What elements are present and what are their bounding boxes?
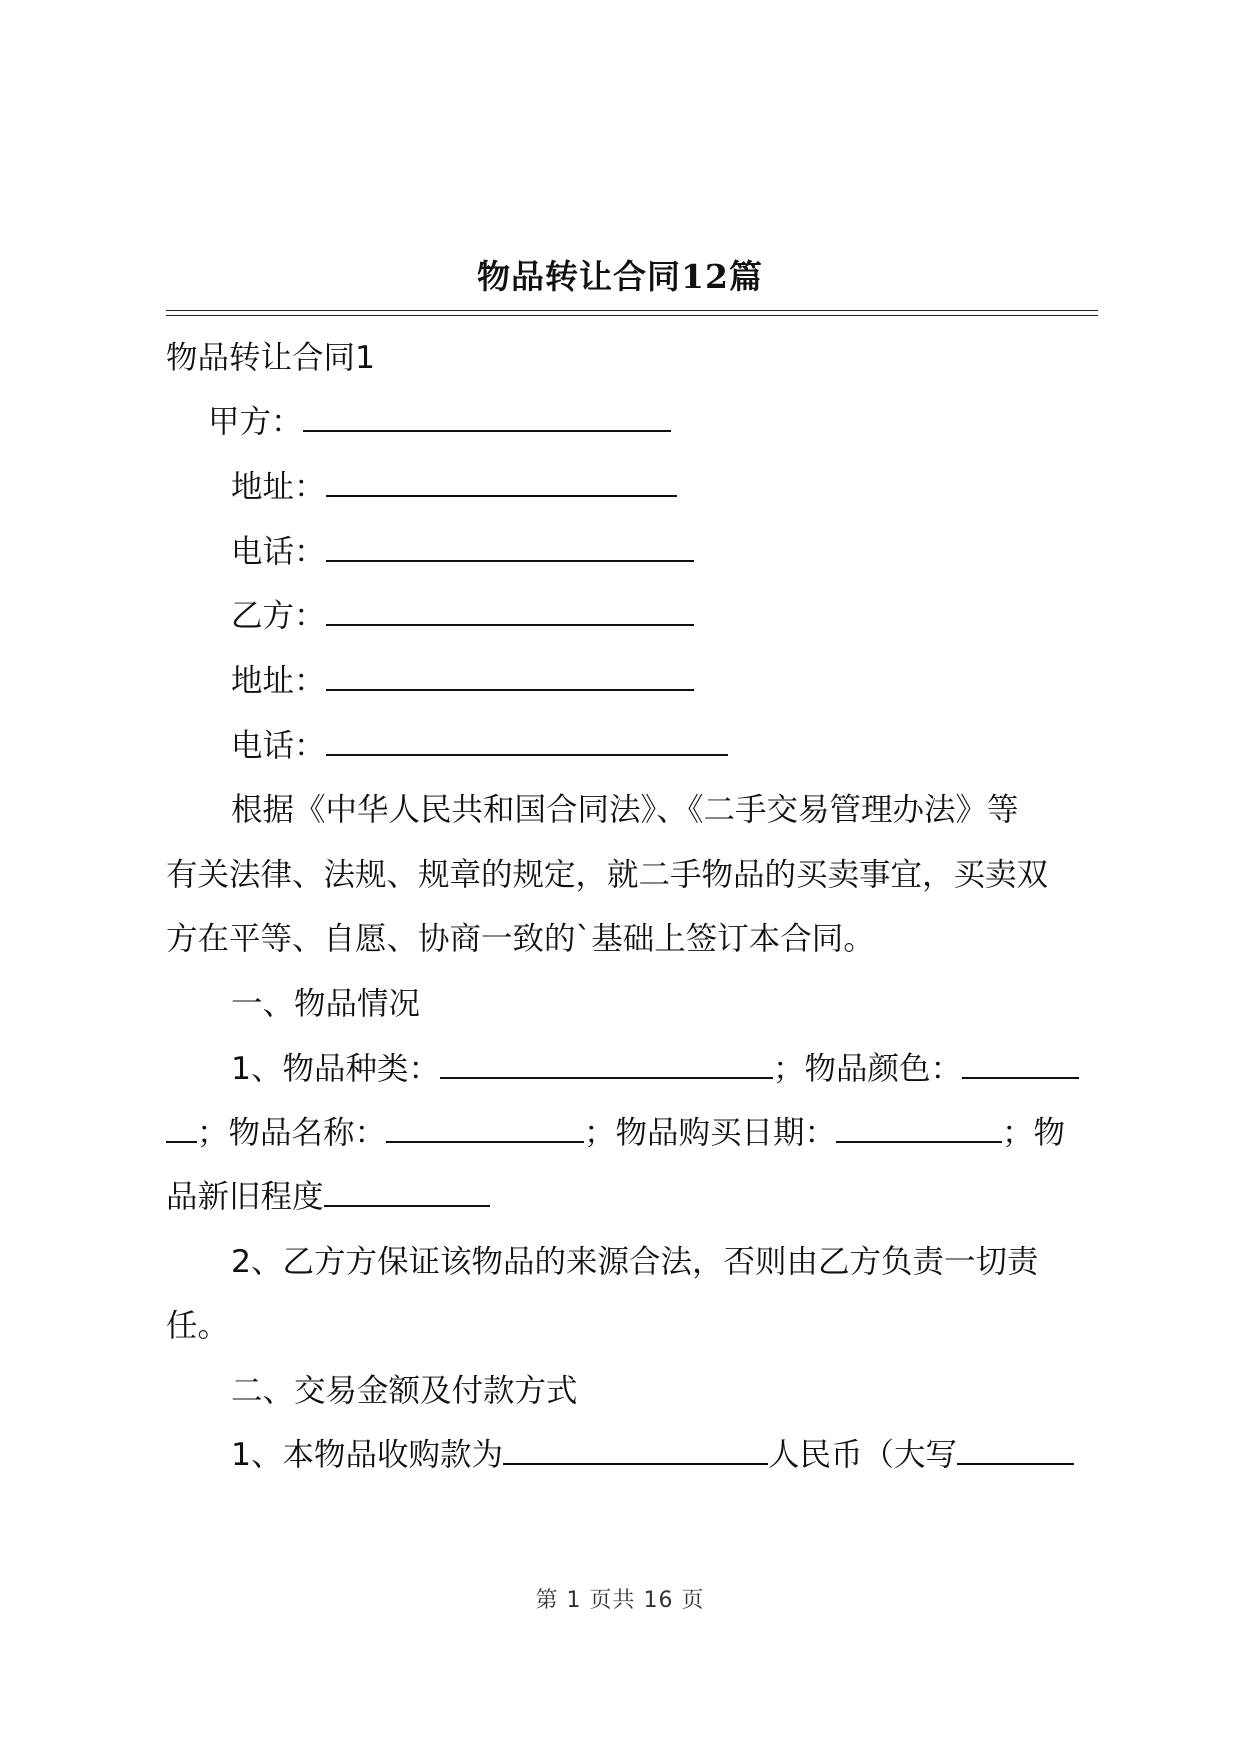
preamble-line-2: 有关法律、法规、规章的规定，就二手物品的买卖事宜，买卖双 xyxy=(166,857,1049,893)
party-b-address-label: 地址： xyxy=(231,663,326,699)
party-a-phone-label: 电话： xyxy=(231,534,326,570)
item-name-blank xyxy=(386,1111,584,1143)
payment-capital-blank xyxy=(957,1433,1074,1465)
item-sep: ；物 xyxy=(1002,1115,1066,1151)
payment-amount-blank xyxy=(503,1433,768,1465)
preamble-line-1: 根据《中华人民共和国合同法》、《二手交易管理办法》等 xyxy=(231,792,1019,828)
item-type-label: 1、物品种类： xyxy=(231,1051,441,1087)
item-color-label: ；物品颜色： xyxy=(773,1051,963,1087)
party-b-phone-blank xyxy=(326,724,728,756)
party-a-phone-row xyxy=(231,530,694,574)
party-a-row xyxy=(208,400,671,444)
section-2-heading: 二、交易金额及付款方式 xyxy=(231,1373,578,1409)
item-condition-label: 品新旧程度 xyxy=(166,1179,324,1215)
section-1-item-1-row-1 xyxy=(231,1047,1079,1091)
section-1-heading: 一、物品情况 xyxy=(231,986,421,1022)
item-condition-blank xyxy=(324,1175,490,1207)
page-number-footer: 第 1 页共 16 页 xyxy=(535,1588,705,1613)
party-a-phone-blank xyxy=(326,530,694,562)
section-1-item-2-line-1: 2、乙方方保证该物品的来源合法，否则由乙方负责一切责 xyxy=(231,1244,1039,1280)
document-title: 物品转让合同12篇 xyxy=(477,257,763,296)
preamble-line-3: 方在平等、自愿、协商一致的`基础上签订本合同。 xyxy=(166,921,875,957)
title-double-rule xyxy=(166,310,1098,316)
section-1-item-1-row-2 xyxy=(166,1111,1065,1155)
party-b-blank xyxy=(326,594,694,626)
item-date-label: ；物品购买日期： xyxy=(584,1115,837,1151)
party-a-address-blank xyxy=(326,465,677,497)
payment-currency-label: 人民币（大写 xyxy=(768,1437,958,1473)
item-name-label: ；物品名称： xyxy=(197,1115,387,1151)
party-b-phone-label: 电话： xyxy=(231,728,326,764)
section-1-item-1-row-3 xyxy=(166,1175,490,1219)
party-a-label: 甲方： xyxy=(208,404,303,440)
item-color-blank xyxy=(962,1047,1079,1079)
party-b-phone-row xyxy=(231,724,728,768)
section-heading: 物品转让合同1 xyxy=(166,340,376,376)
payment-amount-label: 1、本物品收购款为 xyxy=(231,1437,504,1473)
party-a-address-row xyxy=(231,465,677,509)
section-1-item-2-line-2: 任。 xyxy=(166,1308,230,1344)
party-a-address-label: 地址： xyxy=(231,469,326,505)
item-color-blank-cont xyxy=(166,1111,197,1143)
party-b-label: 乙方： xyxy=(231,598,326,634)
item-date-blank xyxy=(836,1111,1002,1143)
party-b-address-row xyxy=(231,659,694,703)
item-type-blank xyxy=(440,1047,773,1079)
party-b-address-blank xyxy=(326,659,694,691)
party-b-row xyxy=(231,594,694,638)
section-2-item-1-row xyxy=(231,1433,1074,1477)
party-a-blank xyxy=(303,400,671,432)
